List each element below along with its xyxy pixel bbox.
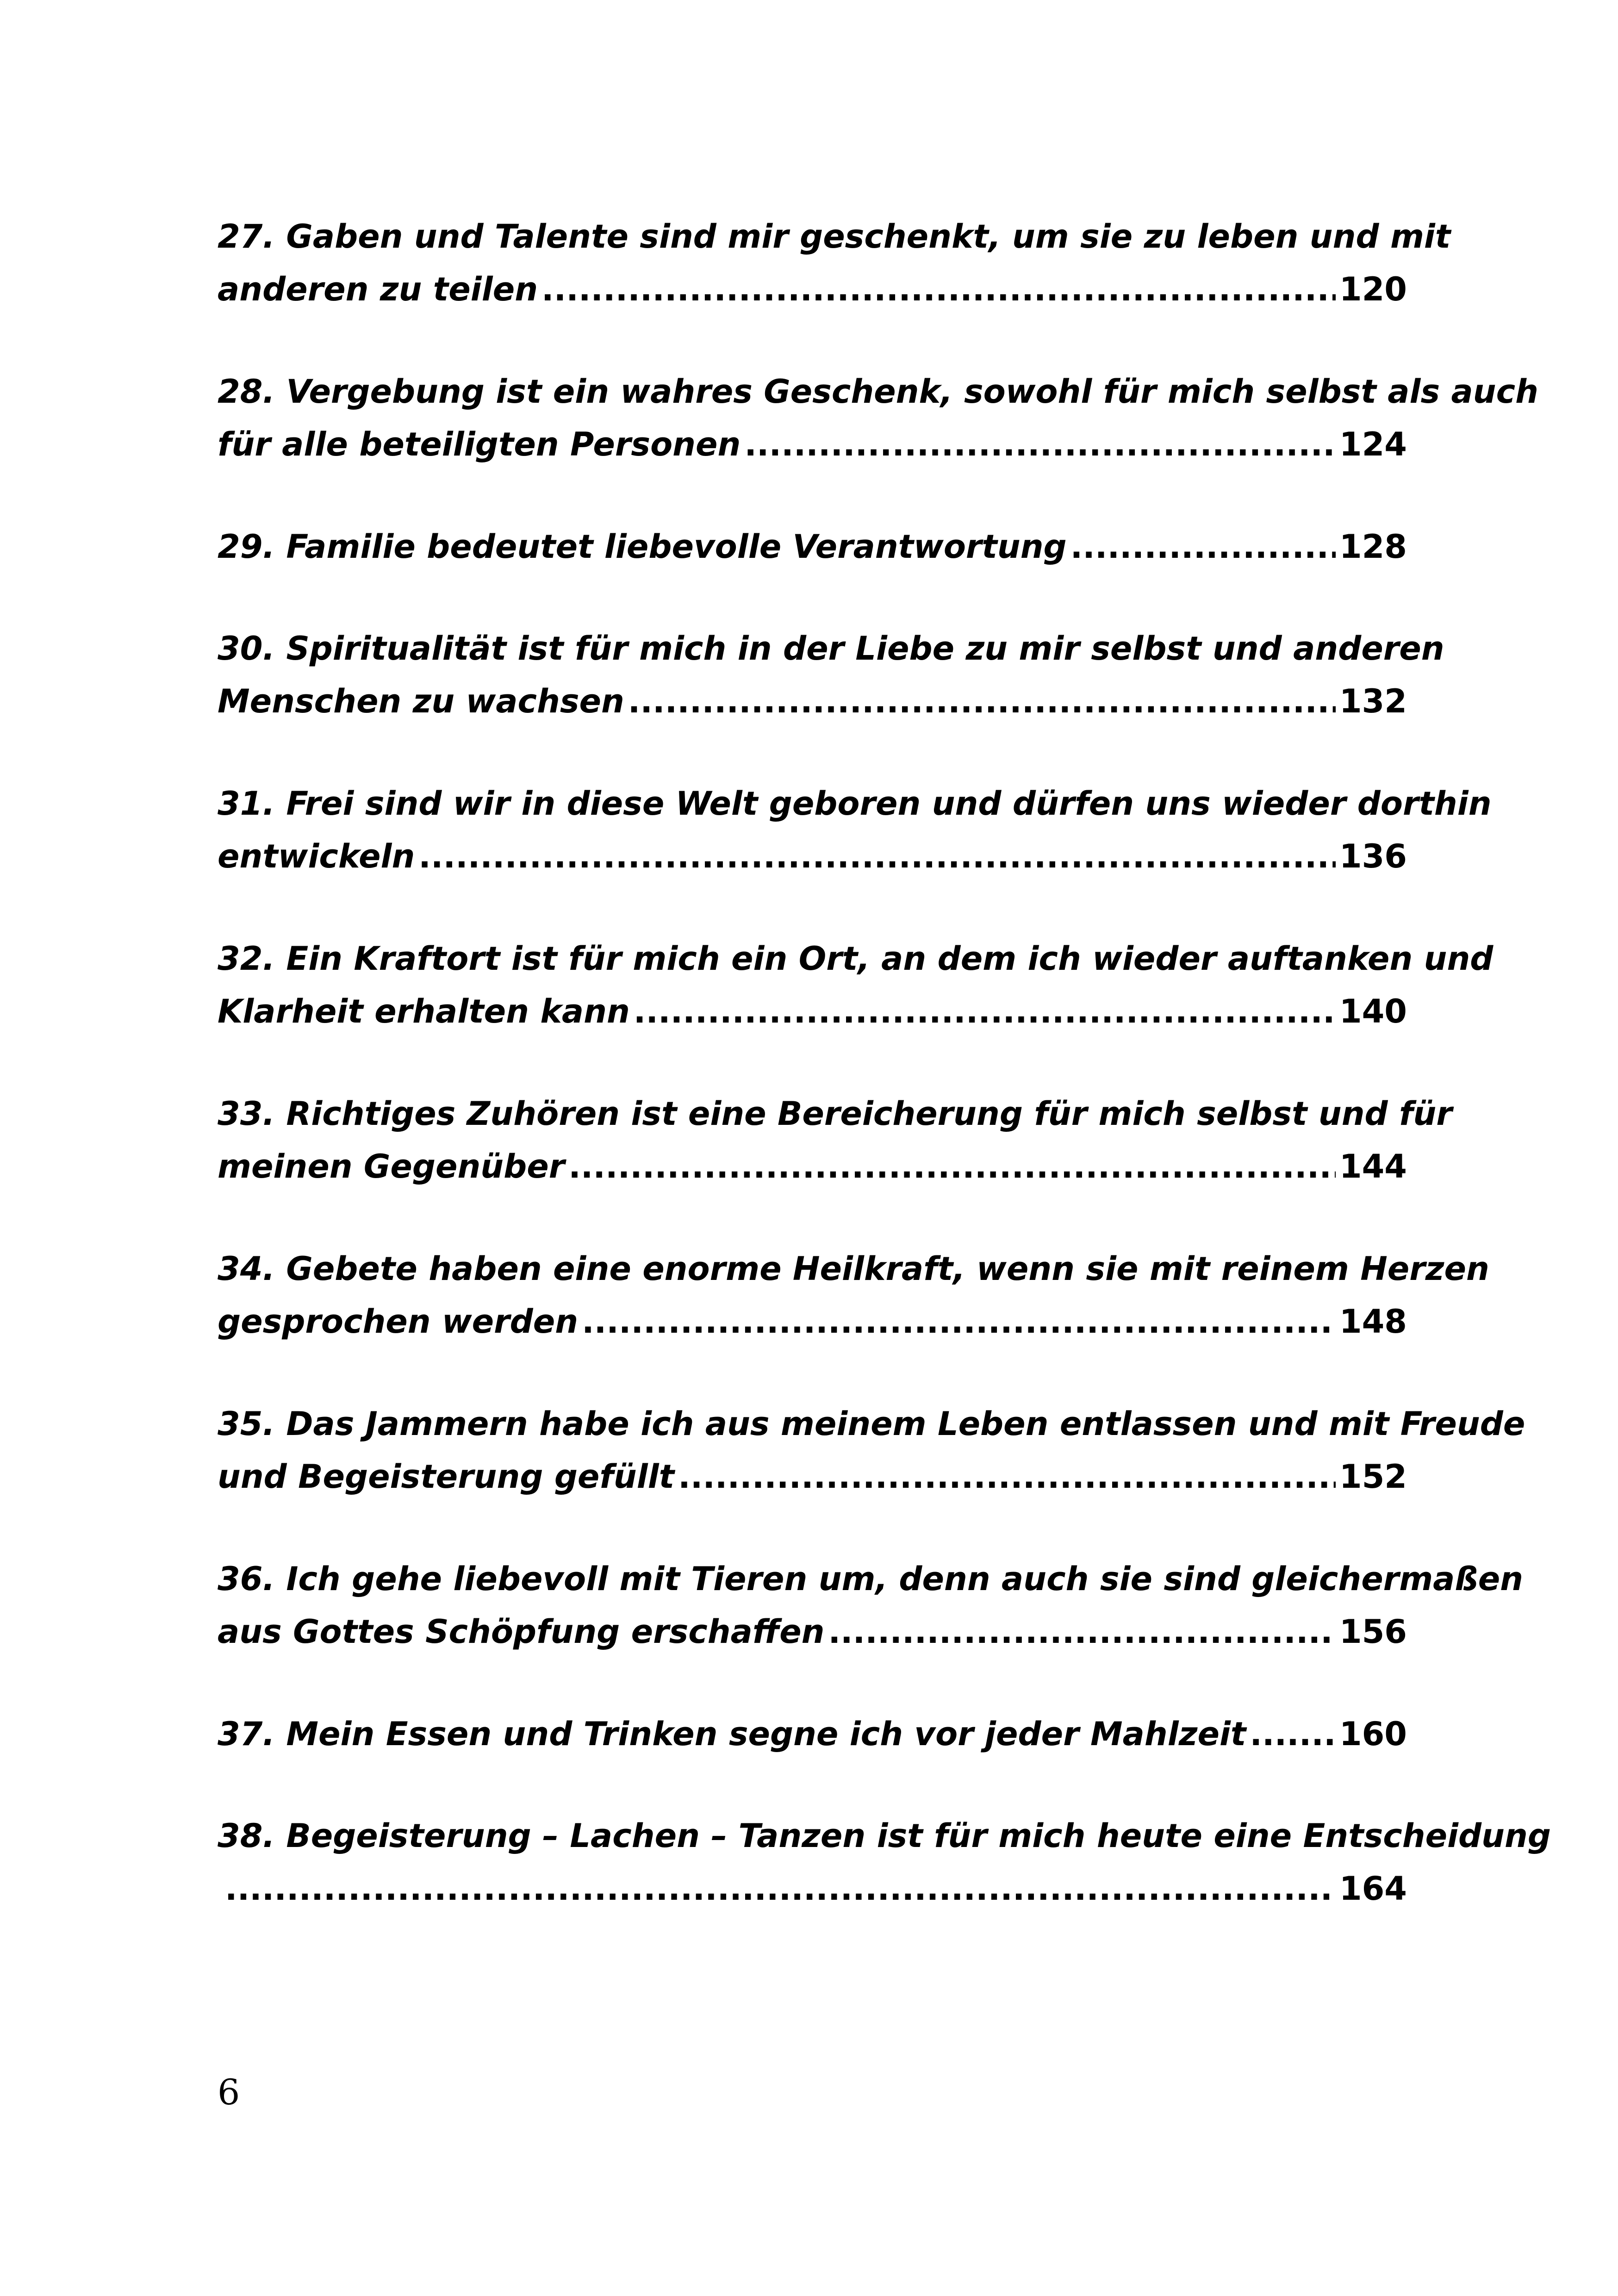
toc-entry-page-number: 128 bbox=[1339, 528, 1407, 566]
toc-entry-page-number: 160 bbox=[1339, 1715, 1407, 1753]
toc-entry-title-line1: 35. Das Jammern habe ich aus meinem Leben entlassen und mit Freude bbox=[218, 1405, 1525, 1443]
toc-entry-title-continued: gesprochen werden bbox=[218, 1303, 579, 1341]
toc-entry-title-line1: 32. Ein Kraftort ist für mich ein Ort, an dem ich wieder auftanken und bbox=[218, 940, 1494, 978]
toc-entry-page-number: 144 bbox=[1339, 1148, 1407, 1185]
dot-leader bbox=[678, 1451, 1336, 1503]
toc-entry-page-number: 152 bbox=[1339, 1458, 1407, 1496]
page-number: 6 bbox=[218, 2071, 240, 2113]
toc-entry-title-line1: 36. Ich gehe liebevoll mit Tieren um, denn auch sie sind gleichermaßen bbox=[218, 1560, 1524, 1598]
dot-leader bbox=[541, 263, 1336, 315]
toc-entry-title-continued: Menschen zu wachsen bbox=[218, 682, 624, 720]
toc-entry-title-continued: Klarheit erhalten kann bbox=[218, 992, 630, 1030]
dot-leader bbox=[582, 1296, 1336, 1348]
toc-entry-page-number: 132 bbox=[1339, 682, 1407, 720]
toc-entry-title-line1: 30. Spiritualität ist für mich in der Liebe zu mir selbst und anderen bbox=[218, 630, 1444, 668]
toc-entry-title-continued: für alle beteiligten Personen bbox=[218, 425, 741, 463]
dot-leader bbox=[225, 1863, 1336, 1915]
toc-entry-title-line1: 33. Richtiges Zuhören ist eine Bereicherung für mich selbst und für bbox=[218, 1095, 1452, 1133]
toc-entry-title: 29. Familie bedeutet liebevolle Verantwortung bbox=[218, 528, 1067, 566]
toc-entry-page-number: 148 bbox=[1339, 1303, 1407, 1341]
toc-entry-line bbox=[218, 521, 1407, 573]
toc-entry-page-number: 120 bbox=[1339, 270, 1407, 308]
toc-entry-title-line1: 38. Begeisterung – Lachen – Tanzen ist für mich heute eine Entscheidung bbox=[218, 1817, 1551, 1855]
toc-entry-title-continued: aus Gottes Schöpfung erschaffen bbox=[218, 1613, 825, 1651]
dot-leader bbox=[1070, 521, 1336, 573]
toc-entry-title-line2 bbox=[218, 1863, 1407, 1915]
dot-leader bbox=[744, 418, 1336, 470]
toc-entry-title-continued: entwickeln bbox=[218, 837, 415, 875]
toc-entry-title-line1: 27. Gaben und Talente sind mir geschenkt, um sie zu leben und mit bbox=[218, 218, 1451, 256]
dot-leader bbox=[418, 830, 1336, 882]
toc-entry-title-line2 bbox=[218, 1296, 1407, 1348]
toc-entry-page-number: 164 bbox=[1339, 1870, 1407, 1908]
toc-entry-title-line2 bbox=[218, 1451, 1407, 1503]
toc-entry-page-number: 136 bbox=[1339, 837, 1407, 875]
toc-entry-title-line2 bbox=[218, 986, 1407, 1037]
toc-entry-title-continued: anderen zu teilen bbox=[218, 270, 538, 308]
toc-entry-title-continued: und Begeisterung gefüllt bbox=[218, 1458, 675, 1496]
toc-entry-page-number: 156 bbox=[1339, 1613, 1407, 1651]
toc-entry-title-line1: 34. Gebete haben eine enorme Heilkraft, wenn sie mit reinem Herzen bbox=[218, 1250, 1489, 1288]
dot-leader bbox=[1250, 1708, 1335, 1760]
toc-entry-page-number: 140 bbox=[1339, 992, 1407, 1030]
toc-entry-title-continued: meinen Gegenüber bbox=[218, 1148, 565, 1185]
toc-entry-page-number: 124 bbox=[1339, 425, 1407, 463]
toc-entry-title-line2 bbox=[218, 830, 1407, 882]
dot-leader bbox=[628, 675, 1336, 727]
toc-entry-line bbox=[218, 1708, 1407, 1760]
toc-entry-title: 37. Mein Essen und Trinken segne ich vor jeder Mahlzeit bbox=[218, 1715, 1246, 1753]
toc-entry-title-line2 bbox=[218, 1141, 1407, 1192]
dot-leader bbox=[568, 1141, 1336, 1192]
dot-leader bbox=[634, 986, 1336, 1037]
toc-entry-title-line1: 31. Frei sind wir in diese Welt geboren und dürfen uns wieder dorthin bbox=[218, 785, 1492, 823]
toc-entry-title-line2 bbox=[218, 263, 1407, 315]
toc-entry-title-line2 bbox=[218, 1606, 1407, 1658]
toc-entry-title-line2 bbox=[218, 675, 1407, 727]
toc-entry-title-line2 bbox=[218, 418, 1407, 470]
dot-leader bbox=[828, 1606, 1335, 1658]
toc-entry-title-line1: 28. Vergebung ist ein wahres Geschenk, sowohl für mich selbst als auch bbox=[218, 373, 1538, 411]
